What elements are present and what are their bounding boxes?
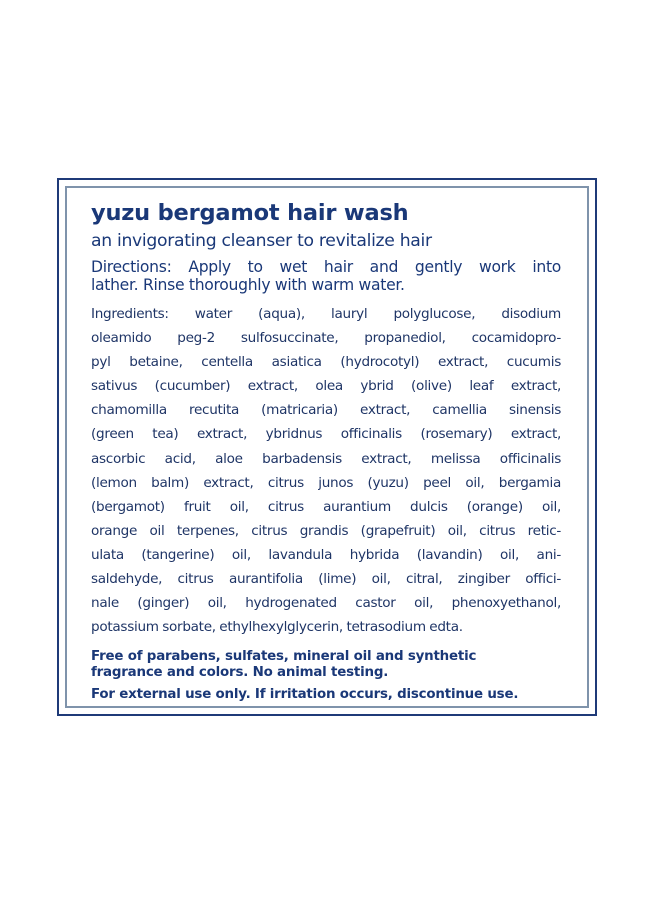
ingredients-line: saldehyde, citrus aurantifolia (lime) oil, citral, zingiber offici-	[91, 571, 561, 588]
ingredients-line: chamomilla recutita (matricaria) extract, camellia sinensis	[91, 402, 561, 419]
ingredients-line: Ingredients: water (aqua), lauryl polyglucose, disodium	[91, 306, 561, 322]
ingredients-line: oleamido peg-2 sulfosuccinate, propanediol, cocamidopro-	[91, 330, 561, 347]
free-of-statement	[91, 649, 561, 681]
label-outer-frame	[57, 178, 597, 716]
ingredients-line: (green tea) extract, ybridnus officinalis (rosemary) extract,	[91, 426, 561, 443]
ingredients-line: ascorbic acid, aloe barbadensis extract, melissa officinalis	[91, 450, 561, 467]
ingredients-line: pyl betaine, centella asiatica (hydrocotyl) extract, cucumis	[91, 354, 561, 371]
warning-statement: For external use only. If irritation occurs, discontinue use.	[91, 687, 519, 703]
ingredients-line: potassium sorbate, ethylhexylglycerin, tetrasodium edta.	[91, 619, 463, 636]
free-of-line: fragrance and colors. No animal testing.	[91, 665, 389, 681]
label-content	[91, 199, 561, 703]
directions-text	[91, 258, 561, 294]
ingredients-line: orange oil terpenes, citrus grandis (grapefruit) oil, citrus retic-	[91, 522, 561, 539]
ingredients-line: ulata (tangerine) oil, lavandula hybrida (lavandin) oil, ani-	[91, 546, 561, 563]
ingredients-list	[91, 302, 561, 639]
ingredients-line: (bergamot) fruit oil, citrus aurantium dulcis (orange) oil,	[91, 498, 561, 515]
product-title: yuzu bergamot hair wash	[91, 200, 409, 226]
product-subtitle: an invigorating cleanser to revitalize hair	[91, 231, 432, 251]
ingredients-line: sativus (cucumber) extract, olea ybrid (olive) leaf extract,	[91, 378, 561, 395]
ingredients-line: nale (ginger) oil, hydrogenated castor oil, phenoxyethanol,	[91, 595, 561, 612]
directions-line: lather. Rinse thoroughly with warm water.	[91, 276, 405, 294]
free-of-line: Free of parabens, sulfates, mineral oil and synthetic	[91, 649, 477, 665]
directions-line: Directions: Apply to wet hair and gently work into	[91, 258, 561, 276]
ingredients-line: (lemon balm) extract, citrus junos (yuzu) peel oil, bergamia	[91, 474, 561, 491]
